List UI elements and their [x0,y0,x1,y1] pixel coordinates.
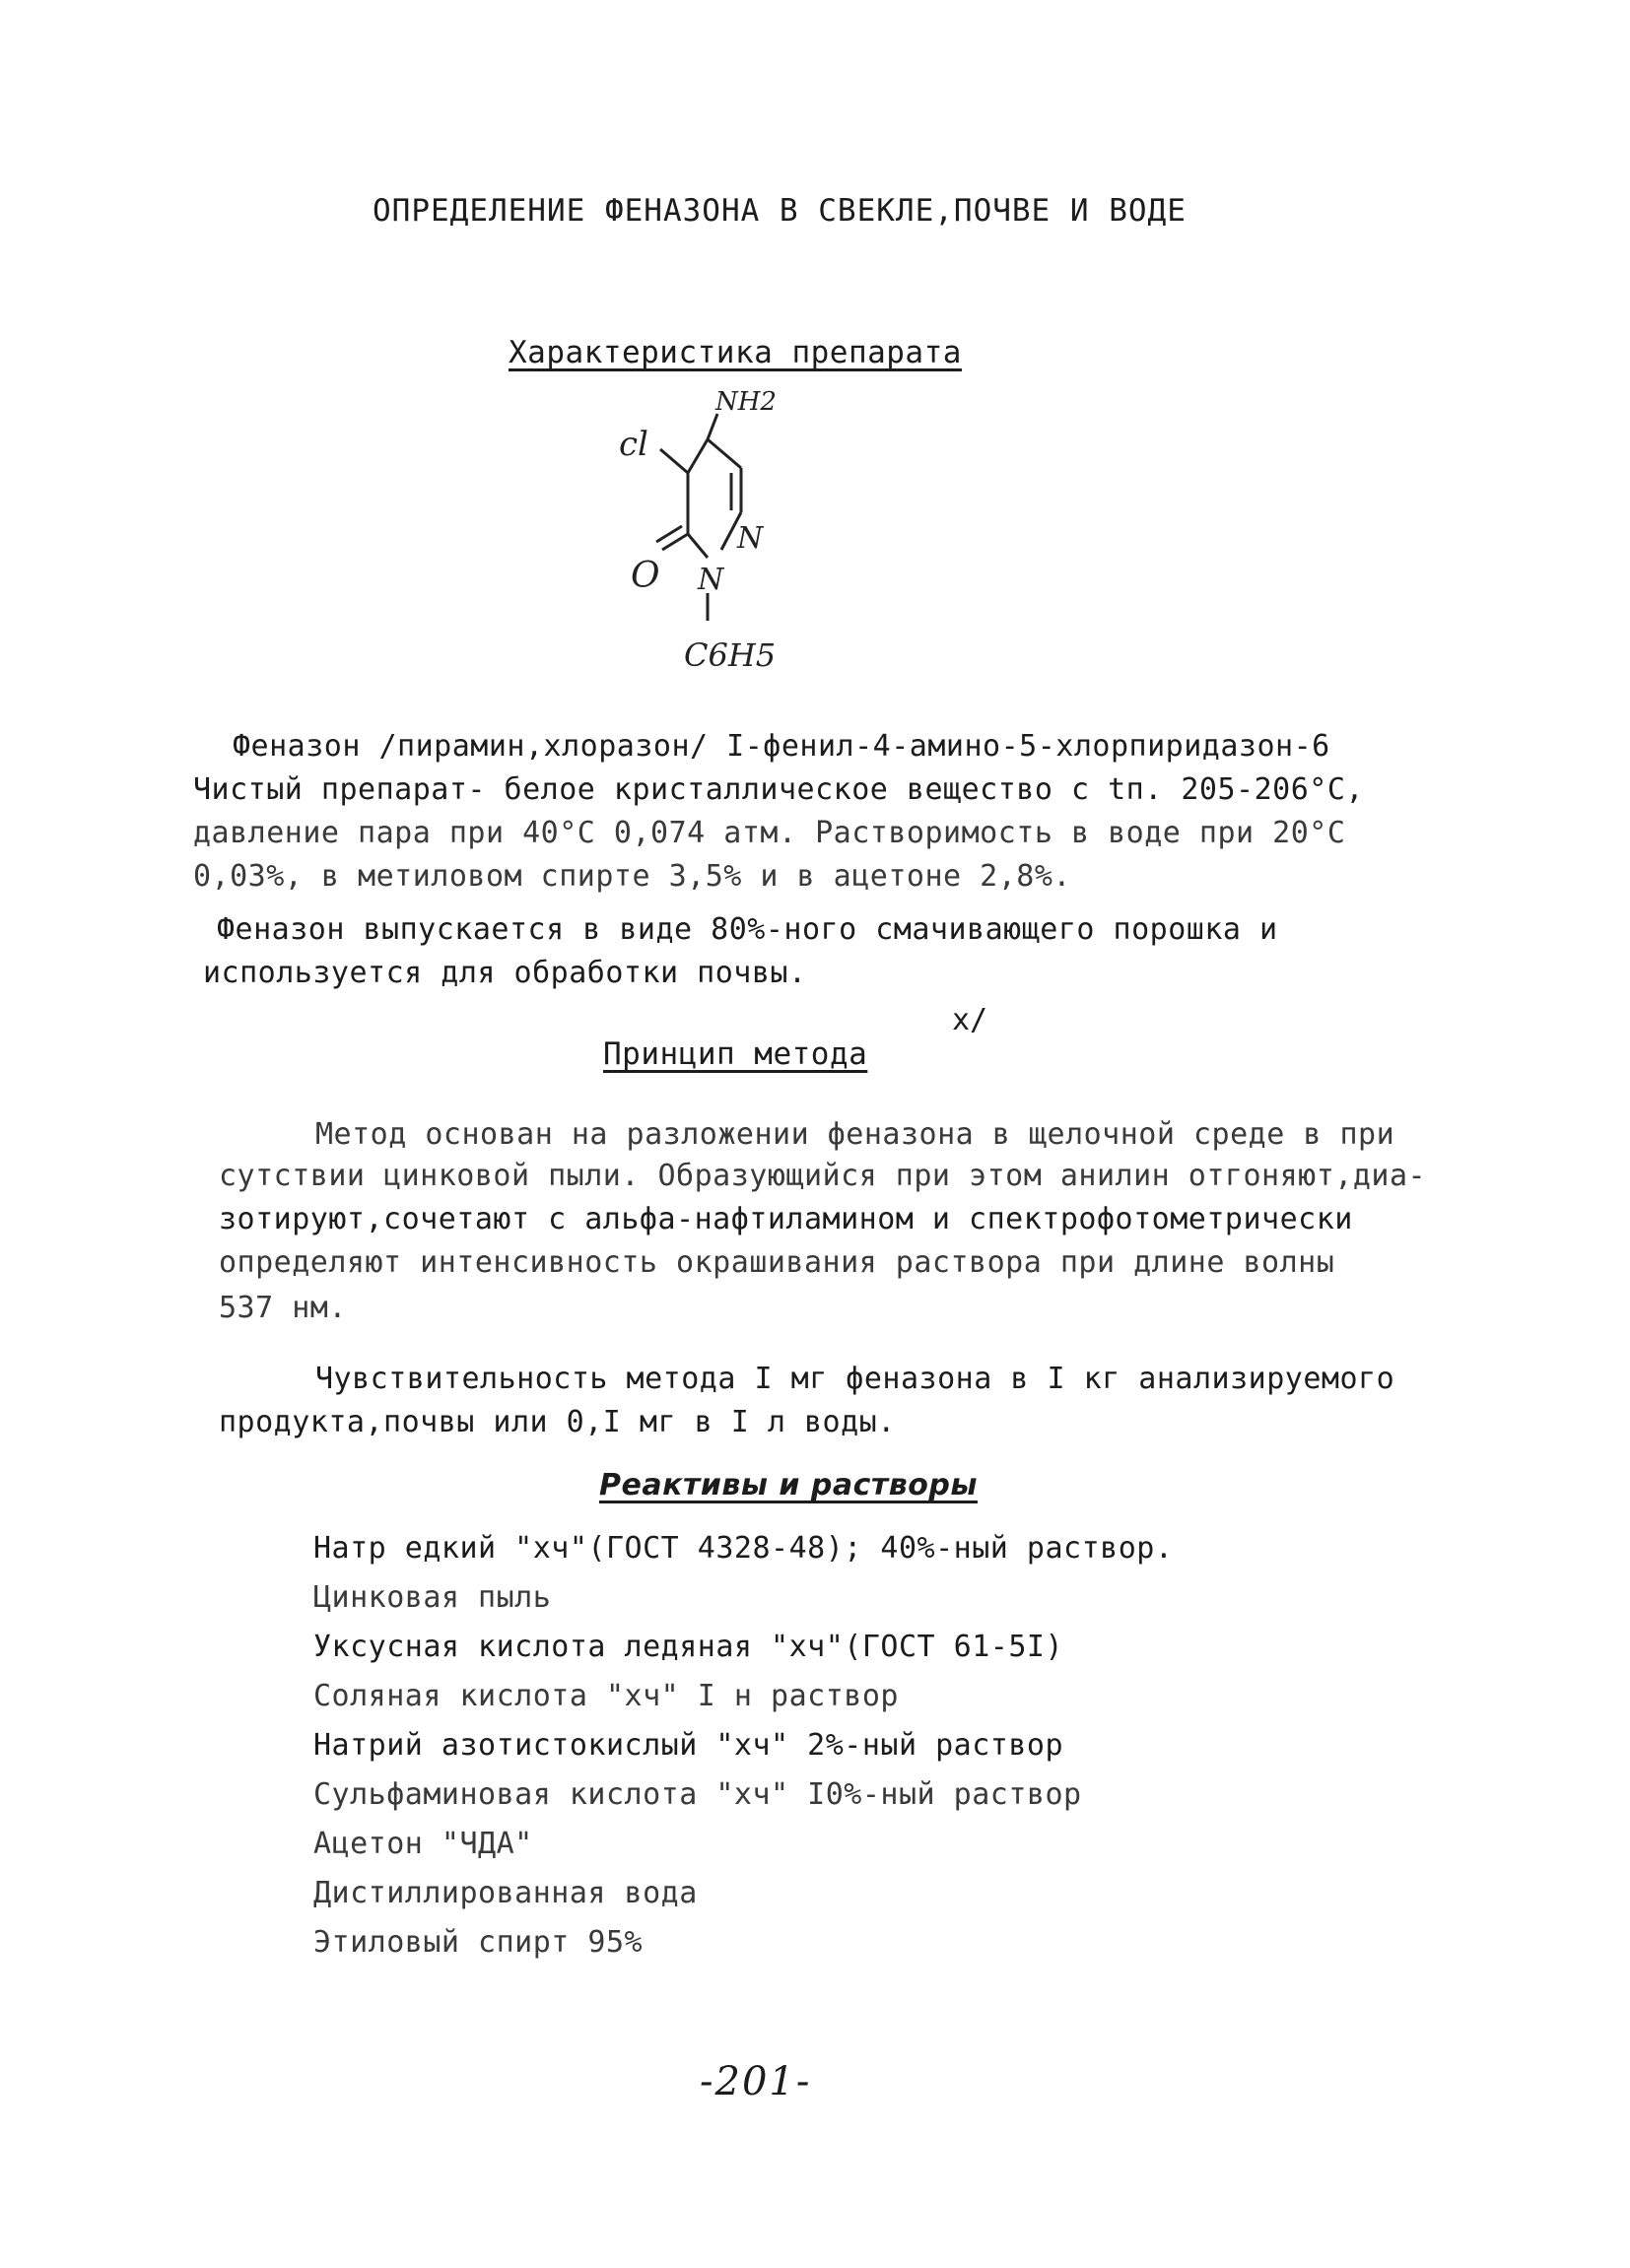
text-line: Чувствительность метода I мг феназона в I кг анализируемого [315,1362,1395,1396]
text-line: используется для обработки почвы. [203,956,807,990]
text-line: Чистый препарат- белое кристаллическое вещество с tп. 205-206°С, [193,772,1364,807]
reagent-item: Уксусная кислота ледяная "хч"(ГОСТ 61-5I) [313,1630,1064,1664]
reagent-item: Соляная кислота "хч" I н раствор [313,1679,899,1713]
section-heading-reagents: Реактивы и растворы [599,1468,978,1502]
reagent-item: Цинковая пыль [313,1580,552,1615]
text-line: 537 нм. [219,1291,347,1325]
reagent-item: Натрий азотистокислый "хч" 2%-ный раствор [313,1728,1064,1763]
section-heading-principle: Принцип метода [603,1036,868,1072]
bond-ring-top-left [688,439,708,473]
bond-ring-top-right [708,439,741,468]
text-line: давление пара при 40°С 0,074 атм. Растворимость в воде при 20°С [193,816,1346,850]
reagent-item: Этиловый спирт 95% [313,1925,644,1960]
text-line: 0,03%, в метиловом спирте 3,5% и в ацетоне 2,8%. [193,859,1071,894]
text-line: продукта,почвы или 0,I мг в I л воды. [219,1405,896,1439]
reagent-item: Сульфаминовая кислота "хч" I0%-ный раствор [313,1777,1082,1812]
text-line: Феназон выпускается в виде 80%-ного смачивающего порошка и [217,912,1278,947]
section-heading-characteristics: Характеристика препарата [509,335,962,370]
text-line: определяют интенсивность окрашивания раствора при длине волны [219,1245,1335,1280]
bond-c-n [688,534,708,558]
o-label: O [631,556,660,596]
bond-nh2 [708,414,717,439]
text-line: Феназон /пирамин,хлоразон/ I-фенил-4-амино-5-хлорпиридазон-6 [233,729,1330,764]
text-line: Метод основан на разложении феназона в щелочной среде в при [315,1117,1395,1152]
n1-label: N [698,563,724,597]
page-number: -201- [700,2059,812,2104]
footnote-mark: x/ [952,1003,988,1037]
reagent-item: Натр едкий "хч"(ГОСТ 4328-48); 40%-ный раствор. [313,1531,1174,1566]
page-title: ОПРЕДЕЛЕНИЕ ФЕНАЗОНА В СВЕКЛЕ,ПОЧВЕ И ВОДЕ [373,193,1187,229]
text-line: сутствии цинковой пыли. Образующийся при этом анилин отгоняют,диа- [219,1159,1427,1193]
cl-label: cl [619,425,648,464]
c6h5-label: C6H5 [684,636,777,674]
nh2-label: NH2 [715,387,777,417]
reagent-item: Ацетон "ЧДА" [313,1827,533,1861]
chemical-structure [591,374,808,700]
text-line: зотируют,сочетают с альфа-нафтиламином и спектрофотометрически [219,1202,1353,1236]
reagent-item: Дистиллированная вода [313,1876,698,1910]
n2-label: N [737,521,764,556]
bond-cl [660,449,688,473]
